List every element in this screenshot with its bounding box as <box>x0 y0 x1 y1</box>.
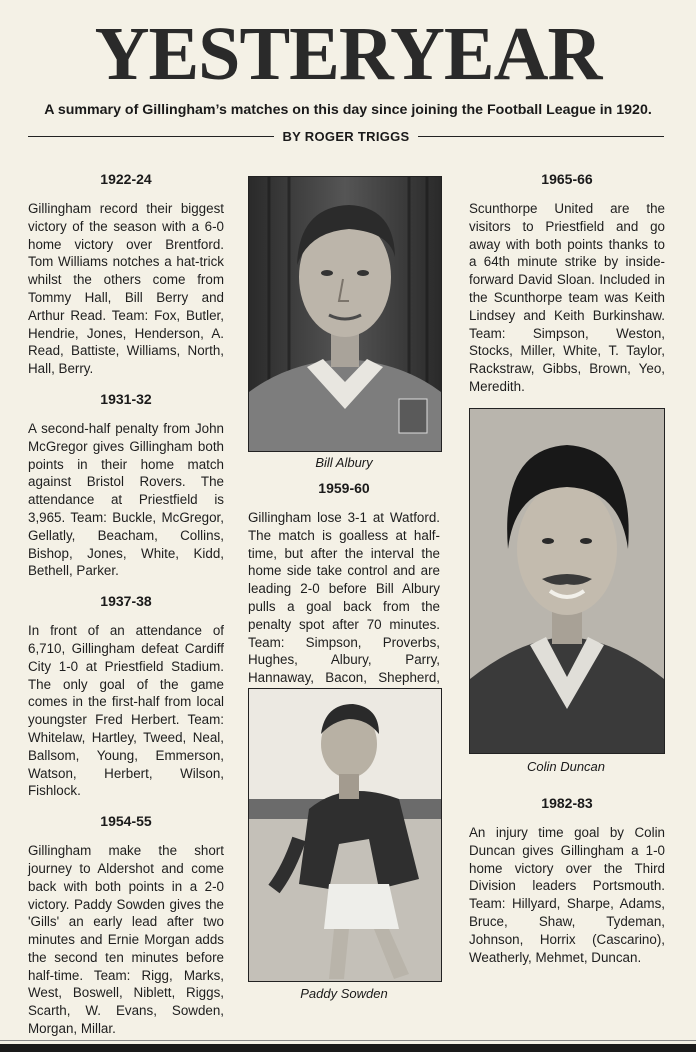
section-text: Gillingham make the short journey to Aldershot and come back with both points in a 2-0 victory. Paddy Sowden gives the 'Gills' an early lead after two minutes and Ernie Morgan adds the second ten minutes before half-time. Team: Rigg, Marks, West, Boswell, Niblett, Riggs, Scarth, W. Evans, Sowden, Morgan, Millar. <box>28 843 224 1037</box>
footer-bar <box>0 1044 696 1052</box>
byline-rule-left <box>28 136 274 137</box>
left-column <box>28 170 224 1038</box>
byline: BY ROGER TRIGGS <box>282 128 410 144</box>
portrait-illustration <box>470 409 664 753</box>
section-1937-38 <box>28 592 224 800</box>
page-subtitle: A summary of Gillingham’s matches on this day since joining the Football League in 1920. <box>44 102 652 118</box>
photo-caption-colin-duncan: Colin Duncan <box>526 759 606 774</box>
section-1954-55 <box>28 812 224 1038</box>
portrait-illustration <box>249 177 441 451</box>
page-title: YESTERYEAR <box>94 12 602 96</box>
byline-row <box>28 126 664 146</box>
right-column-bottom <box>469 794 665 966</box>
section-text: Gillingham record their biggest victory of the season with a 6-0 home victory over Brentford. Tom Williams notches a hat-trick whilst the others come from Tommy Hall, Bill Berry and Arthur Read. Team: Fox, Butler, Hendrie, Jones, Henderson, A. Read, Battiste, Williams, North, Hall, Berry. <box>28 201 224 377</box>
photo-caption-bill-albury: Bill Albury <box>315 455 373 470</box>
footer-rule <box>0 1040 696 1041</box>
section-text: In front of an attendance of 6,710, Gillingham defeat Cardiff City 1-0 at Priestfield Stadium. The only goal of the game comes in the first-half from local youngster Fred Herbert. Team: Whitelaw, Hartley, Tweed, Neal, Ballsom, Young, Emmerson, Watson, Herbert, Wilson, Fishlock. <box>28 623 224 799</box>
middle-column-text <box>248 479 440 705</box>
photo-bill-albury <box>248 176 442 452</box>
section-text: Scunthorpe United are the visitors to Priestfield and go away with both points thanks to a 64th minute strike by inside-forward David Sloan. Included in the Scunthorpe team was Keith Lindsey and Keith Burkinshaw. Team: Simpson, Weston, Stocks, Miller, White, T. Taylor, Rackstraw, Gibbs, Brown, Yeo, Meredith. <box>469 201 665 394</box>
section-text: A second-half penalty from John McGregor gives Gillingham both points in their home match against Bristol Rovers. The attendance at Priestfield is 3,965. Team: Buckle, McGregor, Gellatly, Beacham, Collins, Bishop, Jones, White, Kidd, Bethell, Parker. <box>28 420 224 579</box>
section-heading: 1931-32 <box>100 390 152 407</box>
section-heading: 1965-66 <box>541 171 593 187</box>
section-1931-32 <box>28 390 224 580</box>
byline-rule-right <box>418 136 664 137</box>
section-heading: 1937-38 <box>100 593 152 610</box>
photo-colin-duncan <box>469 408 665 754</box>
section-text: An injury time goal by Colin Duncan gives Gillingham a 1-0 home victory over the Third Division leaders Portsmouth. Team: Hillyard, Sharpe, Adams, Bruce, Shaw, Tydeman, Johnson, Horrix (Cascarino), Weatherly, Mehmet, Duncan. <box>469 825 665 965</box>
section-heading: 1959-60 <box>318 480 370 496</box>
section-text: Gillingham lose 3-1 at Watford. The match is goalless at half-time, but after the interval the home side take control and are leading 2-0 before Bill Albury pulls a goal back from the penalty spot after 70 minutes. Team: Simpson, Proverbs, Hughes, Albury, Parry, Hannaway, Bacon, Shepherd, <box>248 510 440 686</box>
section-heading: 1922-24 <box>100 171 152 187</box>
section-1922-24 <box>28 170 224 378</box>
action-photo-illustration <box>249 689 441 981</box>
photo-paddy-sowden <box>248 688 442 982</box>
right-column-top <box>469 170 665 396</box>
section-heading: 1954-55 <box>100 813 152 830</box>
photo-caption-paddy-sowden: Paddy Sowden <box>300 986 388 1001</box>
section-heading: 1982-83 <box>541 795 593 811</box>
